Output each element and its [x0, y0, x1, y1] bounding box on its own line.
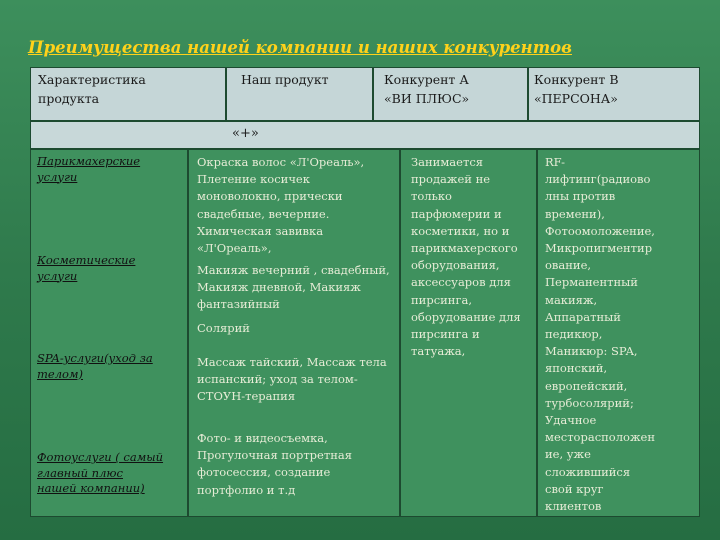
text-line: Фотоомоложение, — [545, 223, 655, 238]
text-line: моноволокно, прически — [197, 189, 343, 204]
header-cell-characteristic — [30, 67, 226, 121]
text-line: ие, уже — [545, 447, 591, 462]
text-line: Микропигментир — [545, 241, 653, 256]
text-line: татуажа, — [411, 344, 466, 359]
header-characteristic-line: Характеристика — [38, 72, 146, 87]
plus-row — [30, 121, 700, 149]
header-competitor-b-line: «ПЕРСОНА» — [534, 91, 618, 107]
text-line: Занимается — [411, 155, 484, 169]
text-line: Удачное — [545, 413, 597, 428]
category-hair-line: Парикмахерские — [37, 154, 141, 168]
header-cell-our-product — [226, 67, 373, 121]
text-line: «Л'Ореаль», — [197, 241, 272, 256]
text-line: Макияж дневной, Макияж — [197, 280, 361, 295]
text-line: аксессуаров для — [411, 275, 511, 290]
text-line: европейский, — [545, 378, 628, 393]
text-line: Перманентный — [545, 275, 638, 290]
header-cell-competitor-a — [373, 67, 528, 121]
text-line: макияж, — [545, 292, 598, 307]
text-line: Массаж тайский, Массаж тела — [197, 355, 387, 369]
category-cosmetic-line: услуги — [37, 268, 78, 283]
plus-marker: «+» — [232, 126, 259, 141]
text-line: продажей не — [411, 172, 491, 187]
text-line: пирсинга, — [411, 292, 472, 307]
text-line: Солярий — [197, 320, 250, 335]
category-spa-line: SPA-услуги(уход за — [37, 351, 153, 365]
header-characteristic-line: продукта — [38, 91, 100, 107]
text-line: оборудование для — [411, 309, 521, 324]
text-line: Маникюр: SPA, — [545, 344, 638, 359]
our-product-hair — [197, 154, 364, 257]
category-photo-line: главный плюс — [37, 465, 123, 480]
text-line: месторасположен — [545, 430, 656, 445]
text-line: клиентов — [545, 499, 602, 514]
text-line: оборудования, — [411, 258, 500, 273]
text-line: портфолио и т.д — [197, 482, 296, 497]
category-cosmetic-line: Косметические — [37, 253, 136, 267]
text-line: Макияж вечерний , свадебный, — [197, 263, 390, 277]
header-competitor-a-line: «ВИ ПЛЮС» — [384, 91, 470, 107]
category-spa-line: телом) — [37, 366, 83, 381]
text-line: ование, — [545, 258, 592, 273]
text-line: парфюмерии и — [411, 206, 502, 221]
category-photo-line: нашей компании) — [37, 481, 145, 495]
header-cell-competitor-b — [528, 67, 700, 121]
text-line: сложившийся — [545, 464, 631, 479]
text-line: японский, — [545, 361, 608, 376]
our-product-spa — [197, 354, 387, 406]
text-line: лны против — [545, 189, 616, 204]
text-line: свой круг — [545, 481, 604, 496]
text-line: Окраска волос «Л'Ореаль», — [197, 155, 365, 169]
text-line: турбосолярий; — [545, 395, 634, 410]
header-our-product: Наш продукт — [241, 72, 329, 87]
category-photo — [37, 450, 163, 497]
our-product-cosmetic — [197, 262, 390, 337]
page-title: Преимущества нашей компании и наших конкурентов — [28, 38, 572, 57]
header-competitor-a-line: Конкурент А — [384, 72, 469, 87]
competitor-b-text — [545, 154, 655, 515]
category-cosmetic — [37, 253, 135, 284]
text-line: Аппаратный — [545, 309, 621, 324]
competitor-a-text — [411, 154, 521, 360]
category-photo-line: Фотоуслуги ( самый — [37, 450, 164, 464]
text-line: педикюр, — [545, 327, 603, 342]
text-line: испанский; уход за телом- — [197, 372, 358, 387]
text-line: RF- — [545, 155, 566, 169]
header-competitor-b-line: Конкурент В — [534, 72, 619, 87]
text-line: Фото- и видеосъемка, — [197, 431, 328, 445]
our-product-photo — [197, 430, 352, 499]
text-line: лифтинг(радиово — [545, 172, 651, 187]
text-line: Прогулочная портретная — [197, 448, 352, 463]
text-line: фантазийный — [197, 297, 280, 312]
category-hair — [37, 154, 140, 185]
text-line: Плетение косичек — [197, 172, 310, 187]
text-line: пирсинга и — [411, 327, 480, 342]
text-line: СТОУН-терапия — [197, 389, 296, 404]
category-spa — [37, 351, 153, 382]
text-line: косметики, но и — [411, 223, 510, 238]
text-line: парикмахерского — [411, 241, 518, 256]
text-line: времени), — [545, 206, 605, 221]
category-hair-line: услуги — [37, 169, 78, 184]
text-line: фотосессия, создание — [197, 465, 331, 480]
text-line: свадебные, вечерние. — [197, 206, 330, 221]
text-line: только — [411, 189, 452, 204]
text-line: Химическая завивка — [197, 223, 324, 238]
